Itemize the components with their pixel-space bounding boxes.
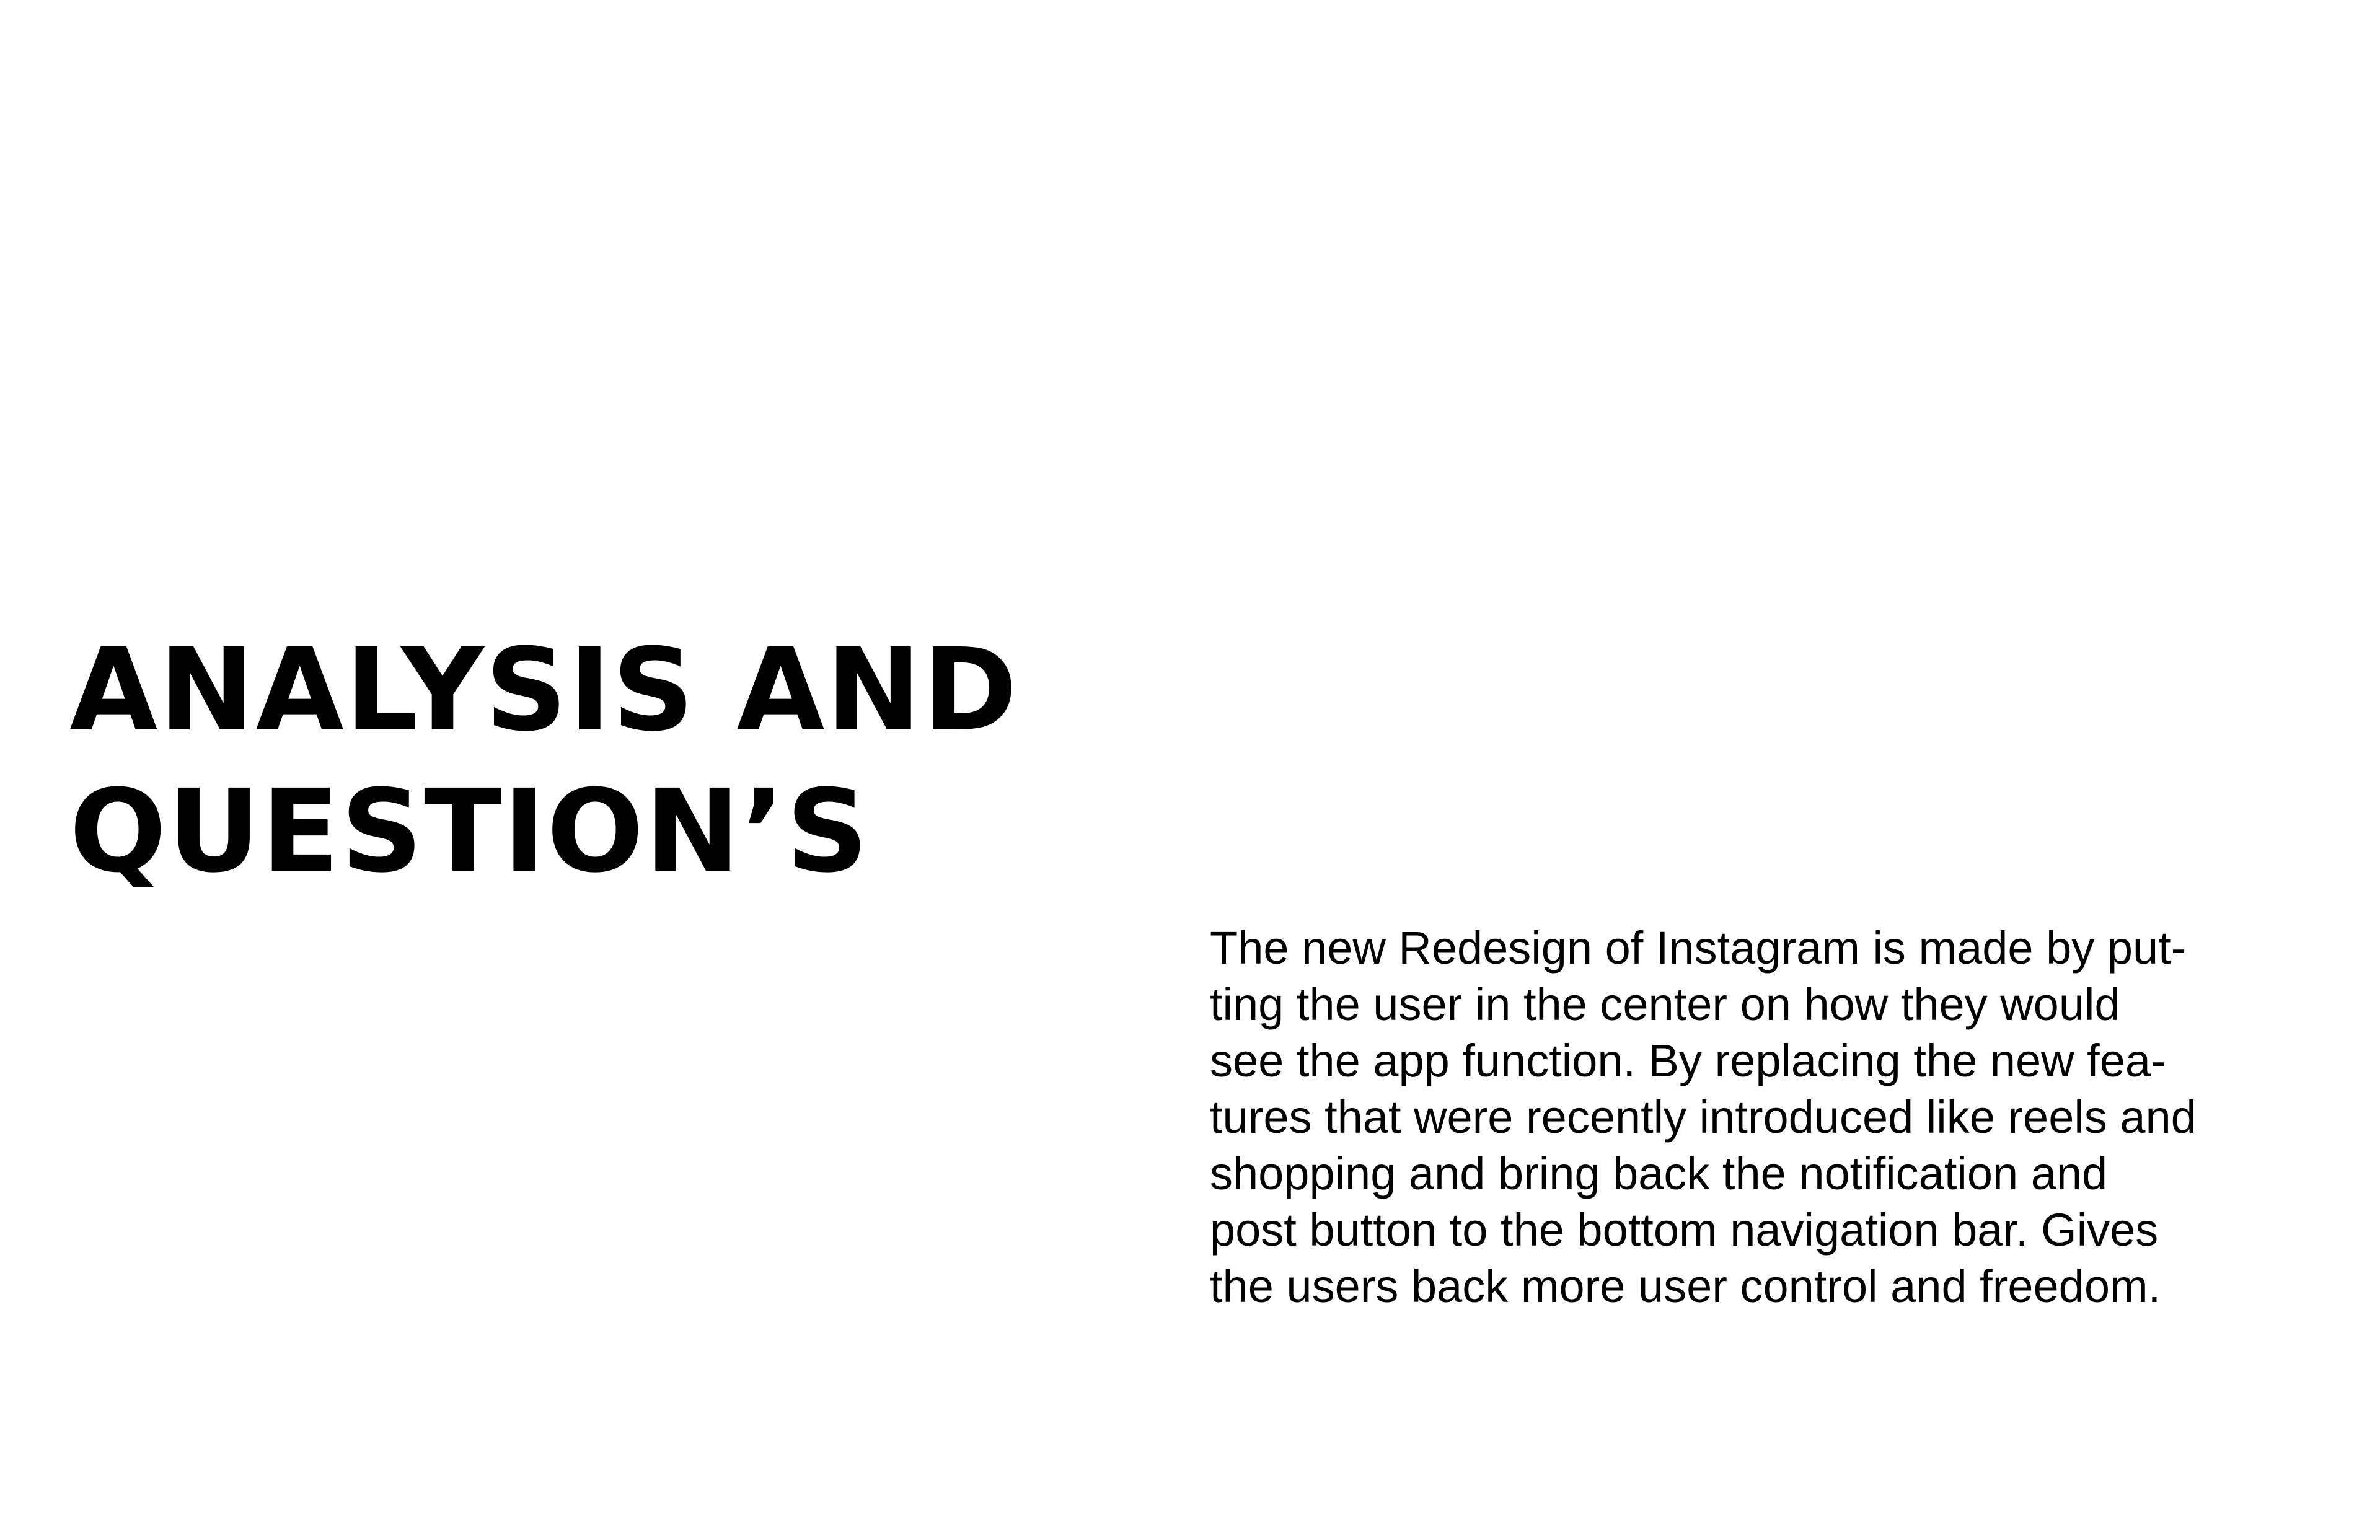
paragraph-line-7: the users back more user control and freedom. bbox=[1210, 1261, 2161, 1312]
title-line-2: QUESTION’S bbox=[69, 765, 870, 898]
paragraph-line-2: ting the user in the center on how they would bbox=[1210, 979, 2120, 1030]
paragraph-line-5: shopping and bring back the notification and bbox=[1210, 1148, 2108, 1199]
paragraph-line-3: see the app function. By replacing the new fea- bbox=[1210, 1035, 2166, 1086]
paragraph-line-4: tures that were recently introduced like reels and bbox=[1210, 1091, 2197, 1143]
slide-title bbox=[69, 620, 1123, 902]
paragraph-line-6: post button to the bottom navigation bar. Gives bbox=[1210, 1204, 2159, 1256]
description-paragraph bbox=[1210, 920, 2356, 1314]
title-line-1: ANALYSIS AND bbox=[69, 624, 1019, 757]
paragraph-line-1: The new Redesign of Instagram is made by put- bbox=[1210, 922, 2187, 974]
